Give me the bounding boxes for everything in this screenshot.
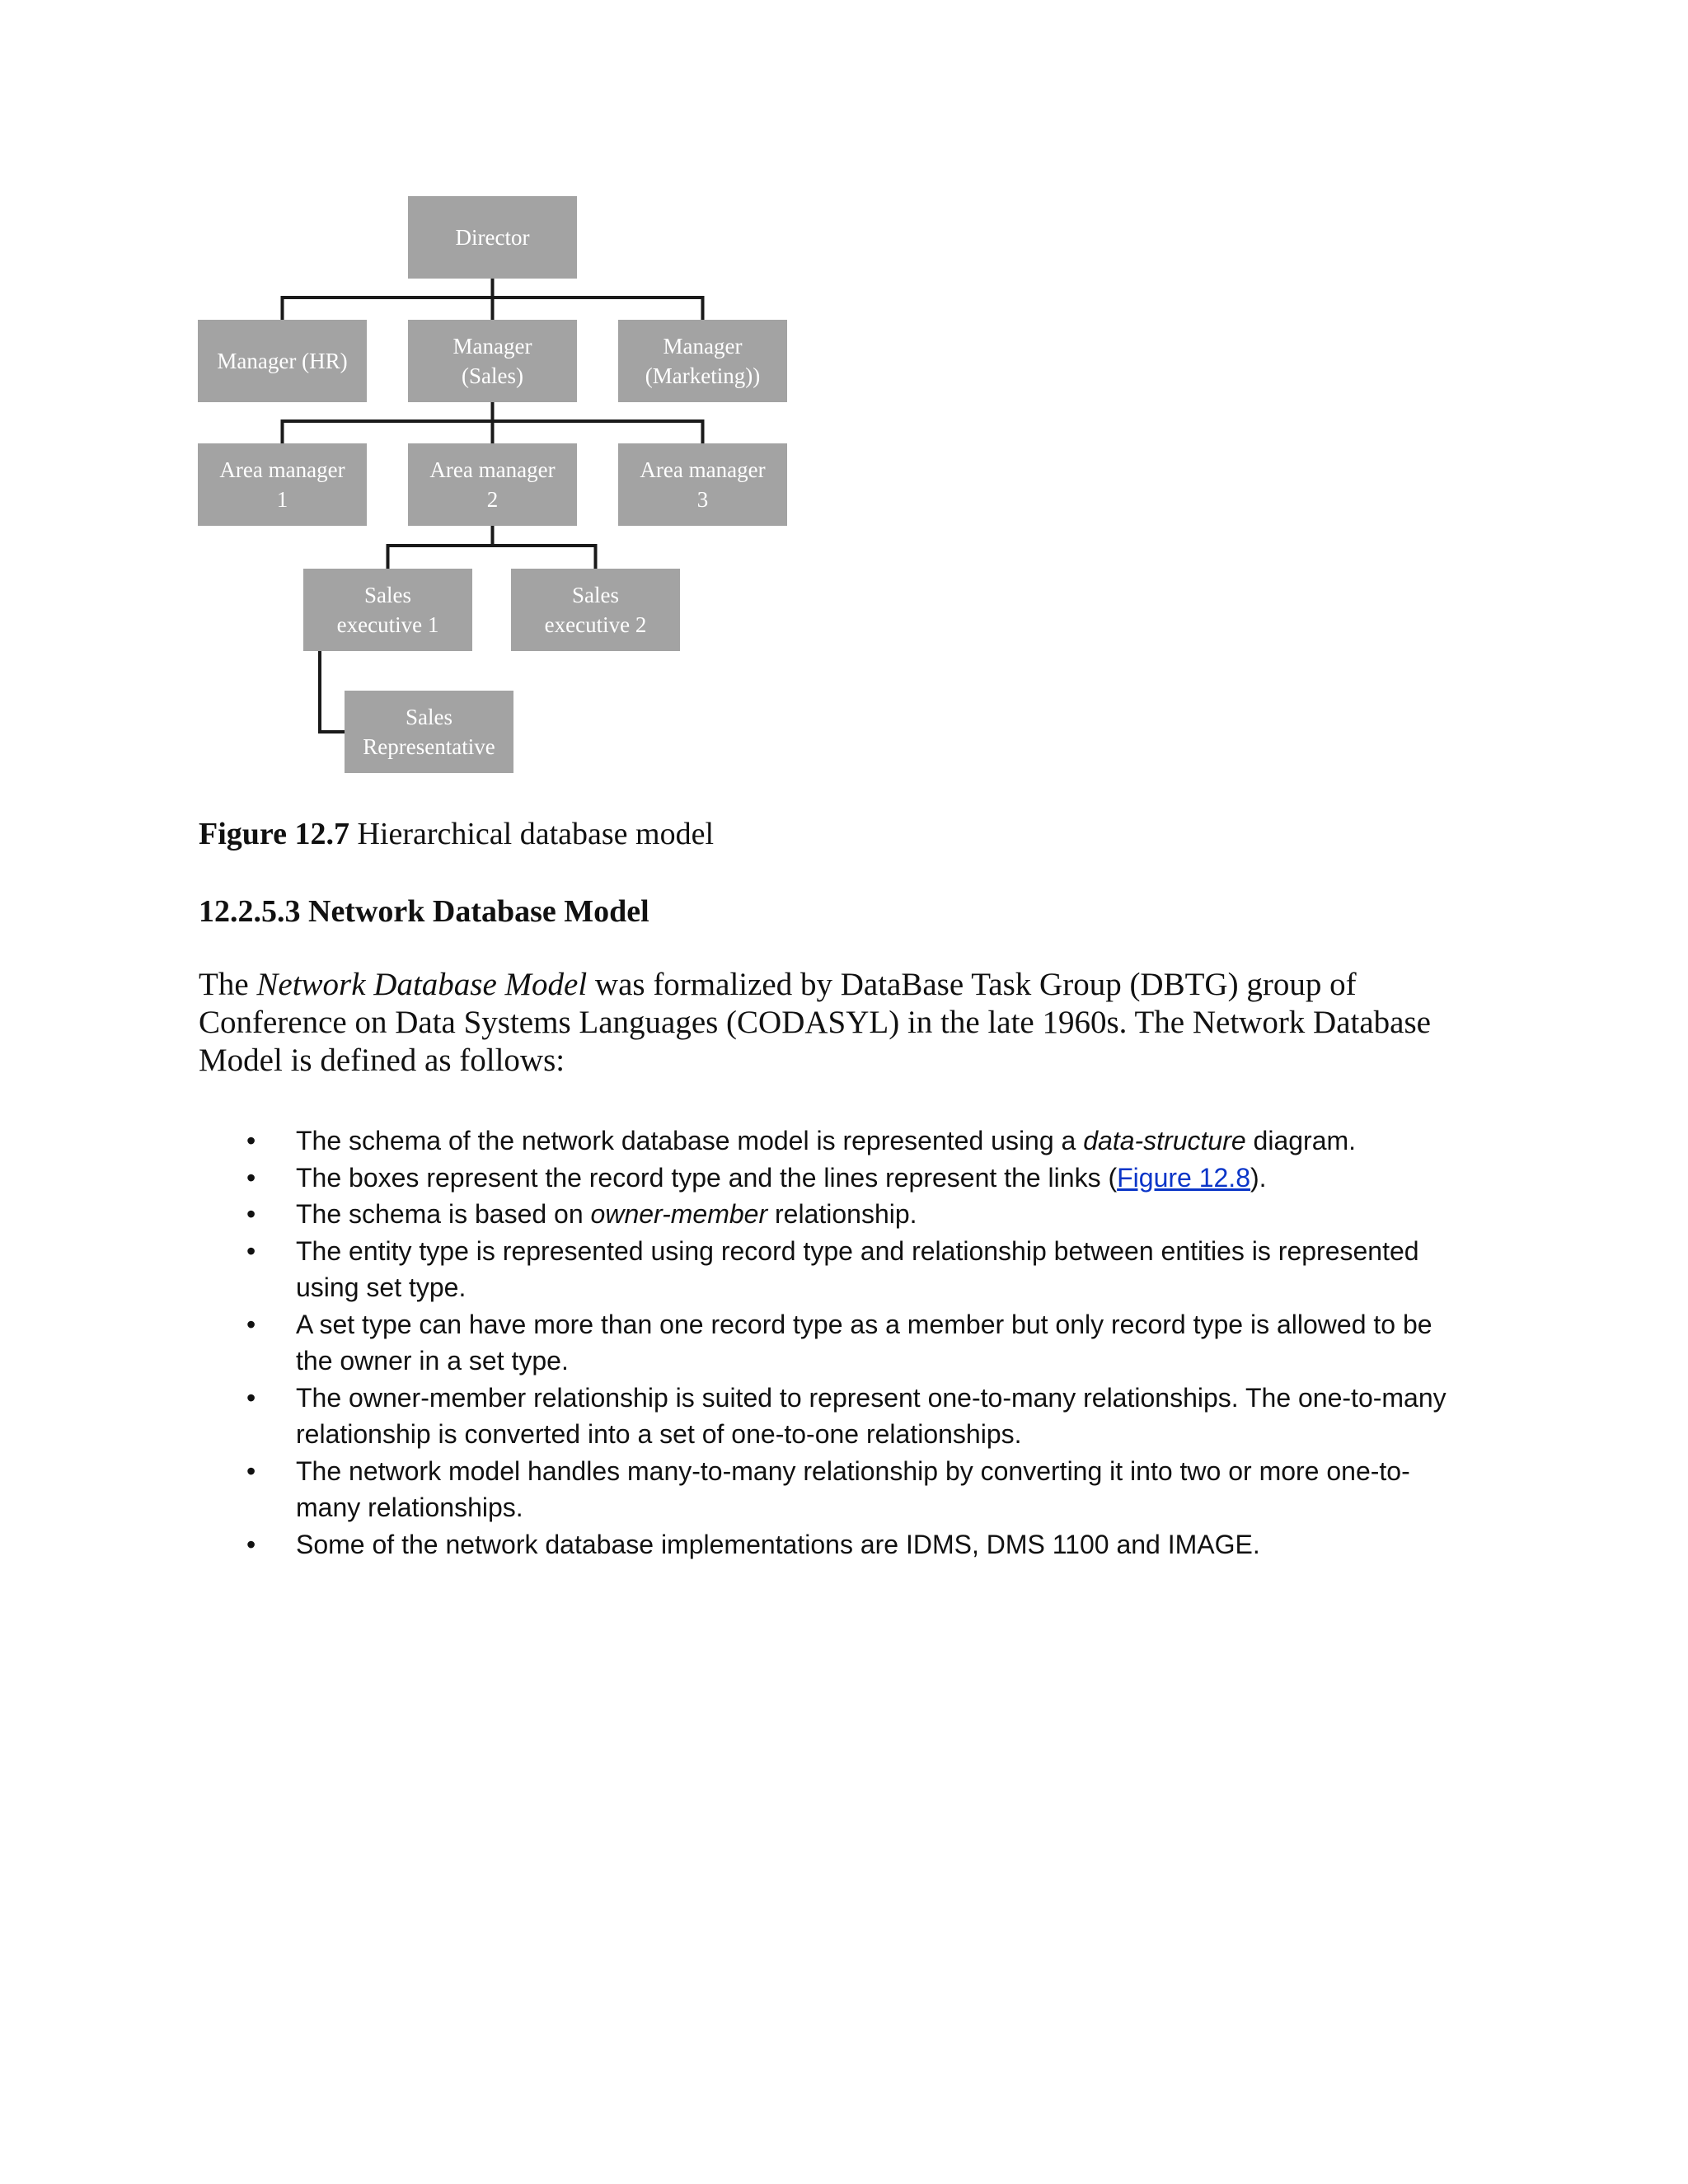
node-label: Representative — [363, 734, 495, 759]
node-manager-sales — [408, 320, 577, 402]
node-sales-executive-2 — [511, 569, 680, 651]
node-sales-executive-1 — [303, 569, 472, 651]
node-label: Director — [455, 225, 530, 250]
node-label: 3 — [696, 487, 709, 512]
node-label: 1 — [276, 487, 288, 512]
section-heading: 12.2.5.3 Network Database Model — [199, 894, 649, 929]
list-item — [199, 1306, 1468, 1380]
node-sales-representative — [345, 691, 513, 773]
intro-text-1: The — [199, 967, 257, 1002]
node-box — [618, 443, 787, 526]
node-label: executive 2 — [544, 612, 647, 637]
bullet-emphasis: owner-member — [590, 1199, 768, 1229]
bullet-icon: • — [246, 1235, 256, 1266]
node-label: Sales — [572, 583, 619, 607]
list-item — [199, 1526, 1468, 1563]
list-item — [199, 1160, 1468, 1197]
node-area-manager-2 — [408, 443, 577, 526]
node-label: Sales — [406, 705, 452, 729]
node-manager-hr — [198, 320, 367, 402]
node-label: Manager — [452, 334, 532, 359]
list-item — [199, 1196, 1468, 1233]
bullet-icon: • — [246, 1126, 256, 1155]
bullet-text: The boxes represent the record type and the lines represent the links ( — [296, 1162, 1118, 1193]
bullet-text: Some of the network database implementations are IDMS, DMS 1100 and IMAGE. — [296, 1529, 1260, 1559]
node-box — [303, 569, 472, 651]
intro-text-2: was formalized by DataBase Task Group (DBTG) group of Conference on Data Systems Languages (CODASYL) in the late 1960s. The Network Database Model is defined as follows: — [199, 967, 1431, 1078]
bullet-text: A set type can have more than one record type as a member but only record type is allowed to be the owner in a set type. — [296, 1309, 1432, 1376]
bullet-text: The schema of the network database model is represented using a — [296, 1126, 1084, 1155]
node-box — [198, 443, 367, 526]
bullet-text: relationship. — [767, 1199, 917, 1229]
node-area-manager-3 — [618, 443, 787, 526]
node-label: Sales — [364, 583, 411, 607]
intro-paragraph — [199, 966, 1484, 1080]
node-box — [511, 569, 680, 651]
list-item — [199, 1453, 1468, 1526]
bullet-list — [199, 1122, 1468, 1563]
bullet-text: The owner-member relationship is suited to represent one-to-many relationships. The one-to-many relationship is converted into a set of one-to-one relationships. — [296, 1382, 1447, 1449]
figure-label: Figure 12.7 — [199, 817, 349, 851]
node-box — [345, 691, 513, 773]
node-director — [408, 196, 577, 279]
bullet-text: The entity type is represented using record type and relationship between entities is represented using set type. — [296, 1235, 1419, 1302]
node-label: Area manager — [429, 457, 556, 482]
node-label: Area manager — [219, 457, 345, 482]
node-label: (Marketing)) — [645, 363, 761, 388]
bullet-text: ). — [1250, 1162, 1267, 1193]
bullet-text: The schema is based on — [296, 1199, 591, 1229]
bullet-text: The network model handles many-to-many relationship by converting it into two or more one-to-many relationships. — [296, 1455, 1410, 1522]
node-label: 2 — [486, 487, 499, 512]
bullet-icon: • — [246, 1162, 256, 1193]
node-box — [618, 320, 787, 402]
node-box — [408, 443, 577, 526]
node-box — [408, 320, 577, 402]
bullet-icon: • — [246, 1455, 256, 1486]
bullet-icon: • — [246, 1529, 256, 1559]
bullet-text: diagram. — [1245, 1126, 1357, 1155]
intro-emphasis: Network Database Model — [256, 967, 588, 1002]
node-area-manager-1 — [198, 443, 367, 526]
node-label: Manager (HR) — [217, 349, 348, 373]
hierarchical-model-diagram — [0, 0, 1688, 791]
bullet-icon: • — [246, 1309, 256, 1339]
node-label: Area manager — [640, 457, 766, 482]
node-label: (Sales) — [462, 363, 523, 388]
node-label: Manager — [663, 334, 743, 359]
bullet-icon: • — [246, 1199, 256, 1229]
figure-caption — [199, 816, 714, 852]
bullet-icon: • — [246, 1382, 256, 1413]
bullet-emphasis: data-structure — [1083, 1126, 1246, 1155]
list-item — [199, 1233, 1468, 1306]
figure-12-8-link[interactable]: Figure 12.8 — [1117, 1162, 1250, 1193]
list-item — [199, 1122, 1468, 1160]
figure-caption-text: Hierarchical database model — [349, 817, 714, 851]
node-manager-marketing — [618, 320, 787, 402]
node-label: executive 1 — [336, 612, 439, 637]
list-item — [199, 1380, 1468, 1453]
